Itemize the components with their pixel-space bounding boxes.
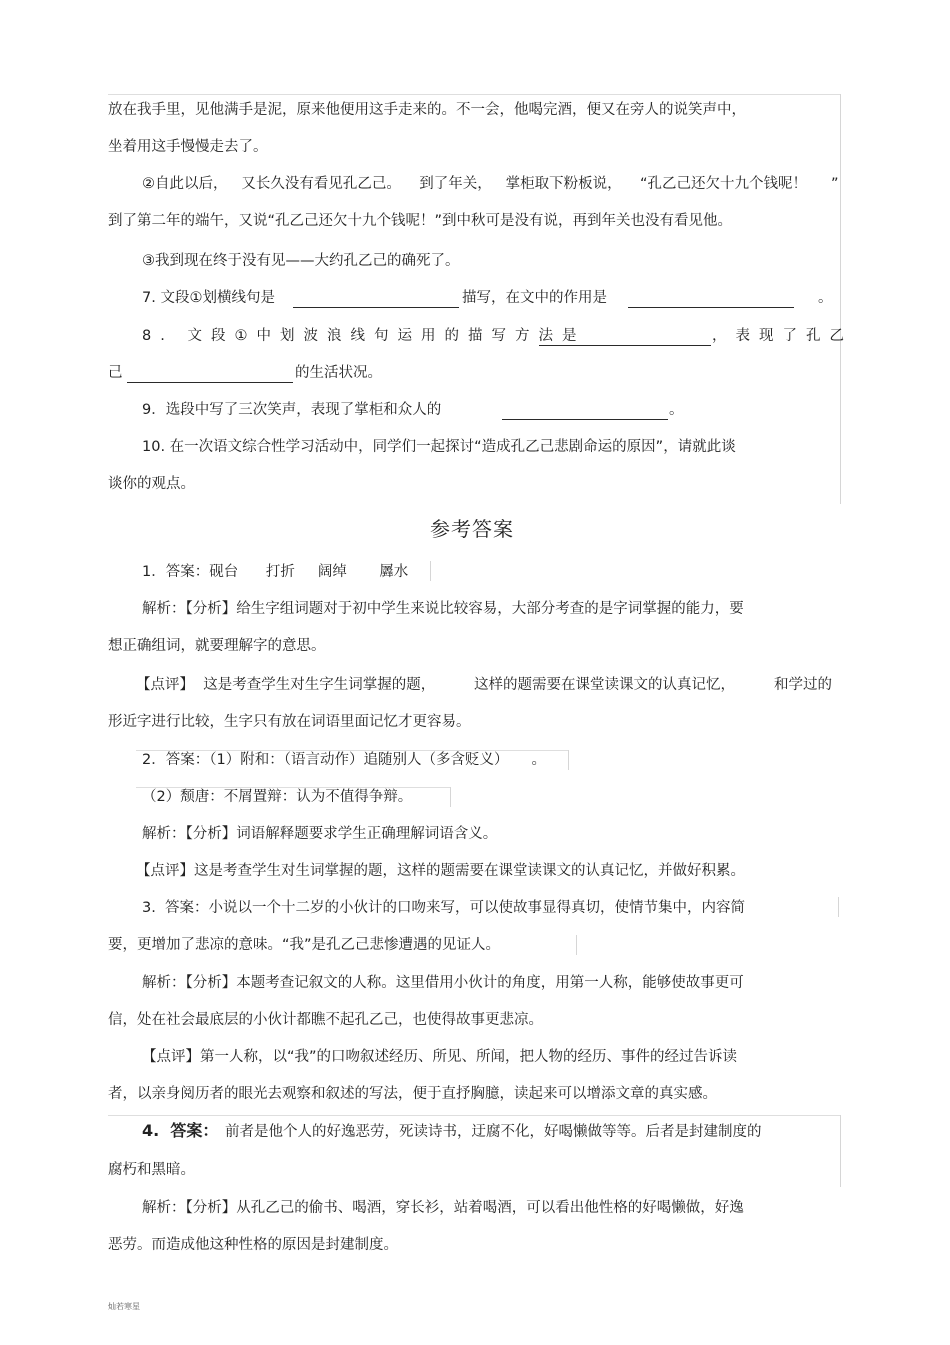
answer-4-analysis: 恶劳。而造成他这种性格的原因是封建制度。 [108,1237,398,1253]
answer-1-comment: 这样的题需要在课堂读课文的认真记忆， [474,677,735,693]
answer-3: 要，更增加了悲凉的意味。“我”是孔乙己悲惨遭遇的见证人。 [108,937,501,953]
question-10-text: 谈你的观点。 [108,476,195,492]
answer-1: 1．答案：砚台 打折 阔绰 羼水 [142,564,409,580]
footer-text: 灿若寒星 [108,1302,140,1311]
answer-1-analysis: 解析：【分析】给生字组词题对于初中学生来说比较容易，大部分考查的是字词掌握的能力，要 [142,601,744,617]
answer-3-comment: 者，以亲身阅历者的眼光去观察和叙述的写法，便于直抒胸臆，读起来可以增添文章的真实感。 [108,1086,717,1102]
answer-2-analysis: 解析：【分析】词语解释题要求学生正确理解词语含义。 [142,826,498,842]
frame-top-line [108,94,840,95]
frame-mark [840,1115,841,1187]
answer-3-comment: 【点评】第一人称，以“我”的口吻叙述经历、所见、所闻，把人物的经历、事件的经过告诉读 [142,1049,738,1065]
answer-2: 2．答案：（1）附和：（语言动作）追随别人（多含贬义） 。 [142,752,546,768]
answer-1-analysis: 想正确组词，就要理解字的意思。 [108,638,326,654]
answer-2: （2）颓唐：不屑置辩：认为不值得争辩。 [142,789,413,805]
frame-mark [108,1115,840,1116]
answer-4: 前者是他个人的好逸恶劳，死读诗书，迂腐不化，好喝懒做等等。后者是封建制度的 [225,1124,762,1140]
answer-blank [127,382,293,383]
answer-3-analysis: 信，处在社会最底层的小伙计都瞧不起孔乙己，也使得故事更悲凉。 [108,1012,543,1028]
question-8-text: 的生活状况。 [295,365,382,381]
answer-blank [628,307,794,308]
question-9-text: 9．选段中写了三次笑声，表现了掌柜和众人的 [142,402,442,418]
answer-3-analysis: 解析：【分析】本题考查记叙文的人称。这里借用小伙计的角度，用第一人称，能够使故事更可 [142,975,744,991]
passage-line: 放在我手里，见他满手是泥，原来他便用这手走来的。不一会，他喝完酒，便又在旁人的说笑声中， [108,102,746,118]
answer-2-comment: 【点评】这是考查学生对生词掌握的题，这样的题需要在课堂读课文的认真记忆，并做好积累。 [136,863,745,879]
answer-1-comment: 【点评】 这是考查学生对生字生词掌握的题， [136,677,436,693]
answer-4: 腐朽和黑暗。 [108,1162,195,1178]
answer-1-comment: 和学过的 [774,677,832,693]
frame-mark [450,787,451,807]
passage-quote-mark: ” [831,176,839,192]
passage-line: ③我到现在终于没有见——大约孔乙己的确死了。 [142,253,460,269]
frame-right-line [840,94,841,504]
answer-blank [502,419,668,420]
question-9-text: 。 [669,402,684,418]
question-7-text: 描写，在文中的作用是 [462,290,607,306]
frame-mark [576,935,577,955]
question-8-text: 己 [108,365,123,381]
frame-mark [430,561,431,581]
answer-blank [293,307,459,308]
frame-mark [838,897,839,917]
question-8-text: ，表现了孔乙 [712,328,853,344]
answer-4-label: 4. 答案： [142,1121,219,1140]
answer-3: 3. 答案：小说以一个十二岁的小伙计的口吻来写，可以使故事显得真切，使情节集中，内容简 [142,900,746,916]
question-10-text: 10. 在一次语文综合性学习活动中，同学们一起探讨“造成孔乙己悲剧命运的原因”，请就此谈 [142,439,736,455]
answers-title: 参考答案 [430,517,514,541]
question-7-text: 。 [818,290,833,306]
passage-line: ②自此以后， 又长久没有看见孔乙己。 到了年关， 掌柜取下粉板说， “孔乙己还欠十九个钱呢！ [142,176,808,192]
answer-blank [539,345,711,346]
passage-line: 坐着用这手慢慢走去了。 [108,139,268,155]
passage-line: 到了第二年的端午，又说“孔乙己还欠十九个钱呢！”到中秋可是没有说，再到年关也没有看见他。 [108,213,733,229]
answer-1-comment: 形近字进行比较，生字只有放在词语里面记忆才更容易。 [108,714,471,730]
question-8-text: 8. 文段①中划波浪线句运用的描写方法是 [142,328,586,344]
frame-mark [568,750,569,770]
question-7-text: 7. 文段①划横线句是 [142,290,275,306]
answer-4-analysis: 解析：【分析】从孔乙己的偷书、喝酒，穿长衫，站着喝酒，可以看出他性格的好喝懒做，好逸 [142,1200,744,1216]
